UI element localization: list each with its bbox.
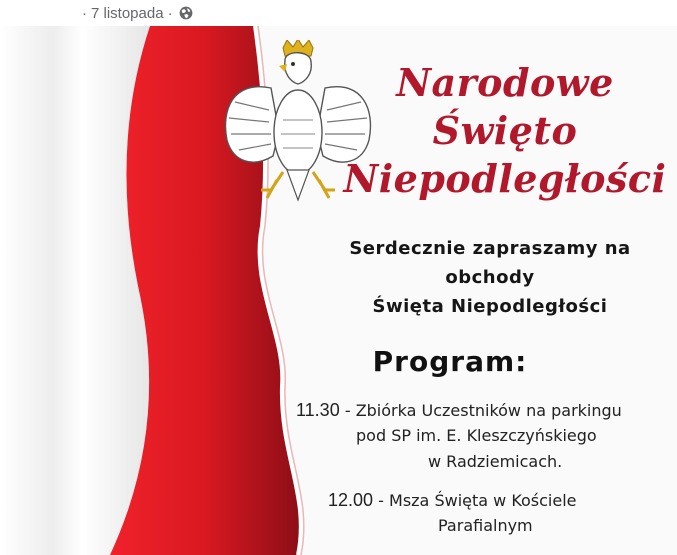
schedule-dash: - [378,491,384,510]
schedule-item-1-line-3: w Radziemicach. [428,452,563,471]
globe-icon[interactable] [179,6,193,20]
post-date-link[interactable]: 7 listopada [91,4,164,22]
invite-line-3: Święta Niepodległości [372,296,608,317]
headline-line-1: Narodowe [396,60,614,105]
program-title: Program: [372,345,528,378]
post-image[interactable] [0,26,677,555]
post-meta [0,0,677,26]
schedule-time: 11.30 [296,400,340,420]
schedule-text: Msza Święta w Kościele [389,491,577,510]
schedule-text: Zbiórka Uczestników na parkingu [355,401,622,420]
separator: · [167,4,173,22]
schedule-time: 12.00 [328,490,374,510]
schedule-item-2-line-2: Parafialnym [438,516,533,535]
separator: · [82,4,87,22]
invite-line-2: obchody [445,267,535,288]
schedule-item-1 [296,400,622,421]
schedule-item-1-line-2: pod SP im. E. Kleszczyńskiego [356,426,597,445]
schedule-item-2 [328,490,577,511]
schedule-dash: - [344,401,351,420]
headline-line-3: Niepodległości [343,156,667,201]
invite-line-1: Serdecznie zapraszamy na [349,238,631,259]
headline-line-2: Święto [432,108,578,153]
